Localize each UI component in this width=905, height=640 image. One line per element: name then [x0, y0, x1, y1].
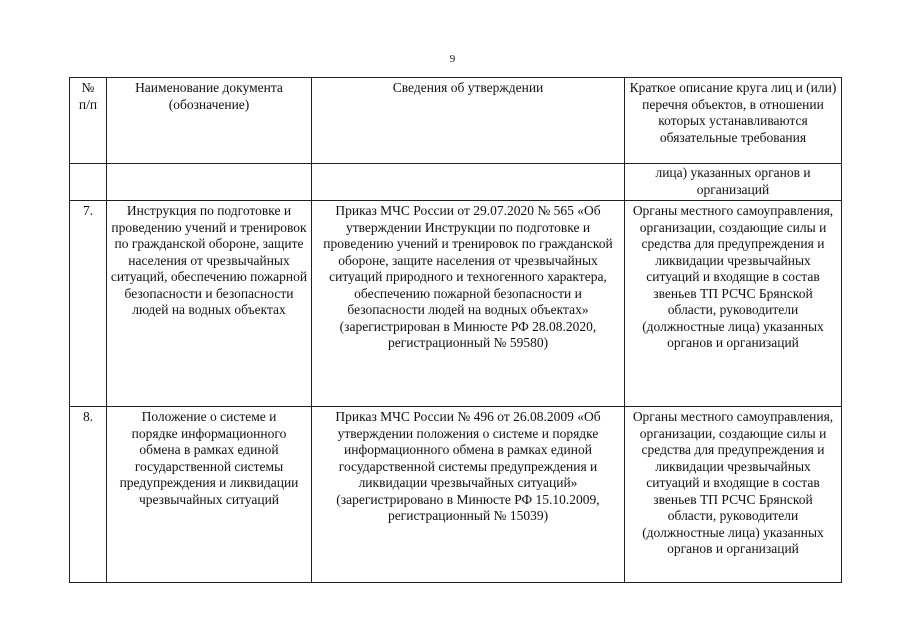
continuation-number-cell [70, 164, 107, 201]
document-name: Инструкция по подготовке и проведению учений и тренировок по гражданской обороне, защите населения от чрезвычайных ситуаций, обеспечению пожарной безопасности и безопасности людей на водных объектах [107, 201, 312, 407]
header-document-name: Наименование документа (обозначение) [107, 78, 312, 164]
table-row [70, 407, 842, 583]
header-description: Краткое описание круга лиц и (или) перечня объектов, в отношении которых устанавливаются обязательные требования [625, 78, 842, 164]
table-header-row [70, 78, 842, 164]
description: Органы местного самоуправления, организации, создающие силы и средства для предупреждения и ликвидации чрезвычайных ситуаций и входящие в состав звеньев ТП РСЧС Брянской области, руководители (должностные лица) указанных органов и организаций [625, 407, 842, 583]
approval-info: Приказ МЧС России № 496 от 26.08.2009 «Об утверждении положения о системе и порядке информационного обмена в рамках единой государственной системы предупреждения и ликвидации чрезвычайных ситуаций» (зарегистрировано в Минюсте РФ 15.10.2009, регистрационный № 15039) [312, 407, 625, 583]
continuation-description: лица) указанных органов и организаций [625, 164, 842, 201]
row-number: 7. [70, 201, 107, 407]
header-approval-info: Сведения об утверждении [312, 78, 625, 164]
continuation-row [70, 164, 842, 201]
description: Органы местного самоуправления, организации, создающие силы и средства для предупреждения и ликвидации чрезвычайных ситуаций и входящие в состав звеньев ТП РСЧС Брянской области, руководители (должностные лица) указанных органов и организаций [625, 201, 842, 407]
page-number: 9 [449, 53, 456, 65]
approval-info: Приказ МЧС России от 29.07.2020 № 565 «Об утверждении Инструкции по подготовке и проведению учений и тренировок по гражданской обороне, защите населения от чрезвычайных ситуаций природного и техногенного характера, обеспечению пожарной безопасности и безопасности людей на водных объектах» (зарегистрирован в Минюсте РФ 28.08.2020, регистрационный № 59580) [312, 201, 625, 407]
continuation-name-cell [107, 164, 312, 201]
header-number: № п/п [70, 78, 107, 164]
requirements-table [69, 77, 842, 583]
table-row [70, 201, 842, 407]
row-number: 8. [70, 407, 107, 583]
continuation-approval-cell [312, 164, 625, 201]
document-name: Положение о системе и порядке информационного обмена в рамках единой государственной системы предупреждения и ликвидации чрезвычайных ситуаций [107, 407, 312, 583]
